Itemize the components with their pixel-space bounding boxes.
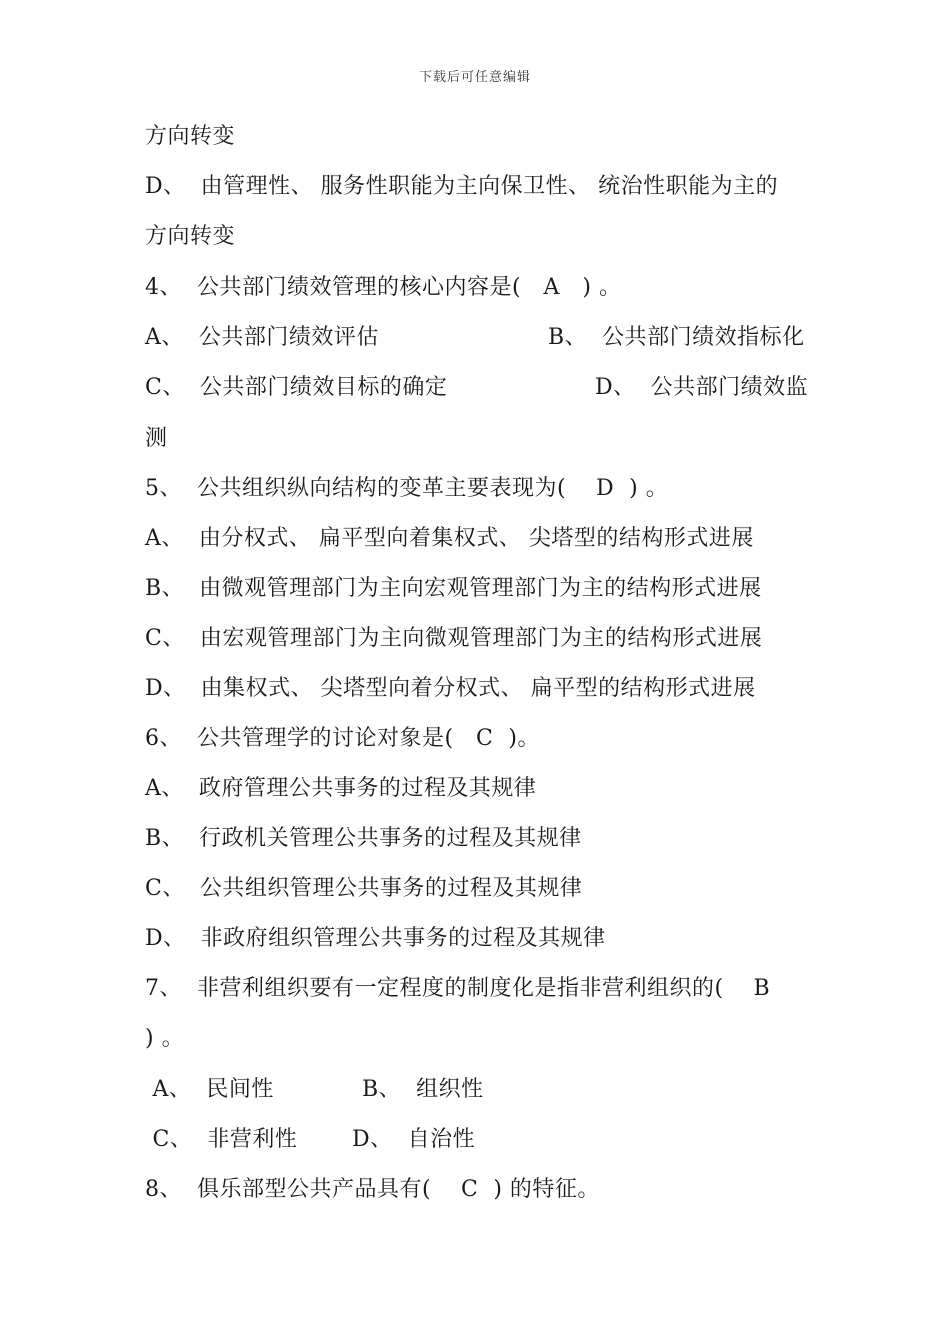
option-a: A、 由分权式、 扁平型向着集权式、 尖塔型的结构形式进展 xyxy=(145,526,754,551)
question-6: 6、 公共管理学的讨论对象是( C )。 xyxy=(145,726,540,751)
option-b: B、 行政机关管理公共事务的过程及其规律 xyxy=(145,826,582,851)
page-header: 下载后可任意编辑 xyxy=(418,70,531,85)
option-b: B、 公共部门绩效指标化 xyxy=(548,325,805,350)
option-b: B、 由微观管理部门为主向宏观管理部门为主的结构形式进展 xyxy=(145,576,762,601)
option-c: C、 由宏观管理部门为主向微观管理部门为主的结构形式进展 xyxy=(145,626,763,651)
option-d: D、 公共部门绩效监 xyxy=(595,375,809,400)
text-line: D、 由管理性、 服务性职能为主向保卫性、 统治性职能为主的 xyxy=(145,174,779,199)
option-b: B、 组织性 xyxy=(362,1077,484,1102)
option-a: A、 政府管理公共事务的过程及其规律 xyxy=(145,776,537,801)
option-a: A、 民间性 xyxy=(145,1077,274,1102)
question-7: 7、 非营利组织要有一定程度的制度化是指非营利组织的( B xyxy=(145,976,771,1001)
text-line: 方向转变 xyxy=(145,124,236,149)
option-d: D、 非政府组织管理公共事务的过程及其规律 xyxy=(145,926,606,951)
option-d: D、 自治性 xyxy=(352,1127,476,1152)
text-line: 方向转变 xyxy=(145,224,236,249)
option-d: D、 由集权式、 尖塔型向着分权式、 扁平型的结构形式进展 xyxy=(145,676,756,701)
question-8: 8、 俱乐部型公共产品具有( C ) 的特征。 xyxy=(145,1177,600,1202)
question-4: 4、 公共部门绩效管理的核心内容是( A ) 。 xyxy=(145,275,622,300)
text-line: ) 。 xyxy=(145,1026,185,1051)
option-c: C、 公共部门绩效目标的确定 xyxy=(145,375,448,400)
option-a: A、 公共部门绩效评估 xyxy=(145,325,379,350)
option-c: C、 非营利性 xyxy=(145,1127,298,1152)
text-line: 测 xyxy=(145,426,168,451)
question-5: 5、 公共组织纵向结构的变革主要表现为( D ) 。 xyxy=(145,476,669,501)
option-c: C、 公共组织管理公共事务的过程及其规律 xyxy=(145,876,583,901)
